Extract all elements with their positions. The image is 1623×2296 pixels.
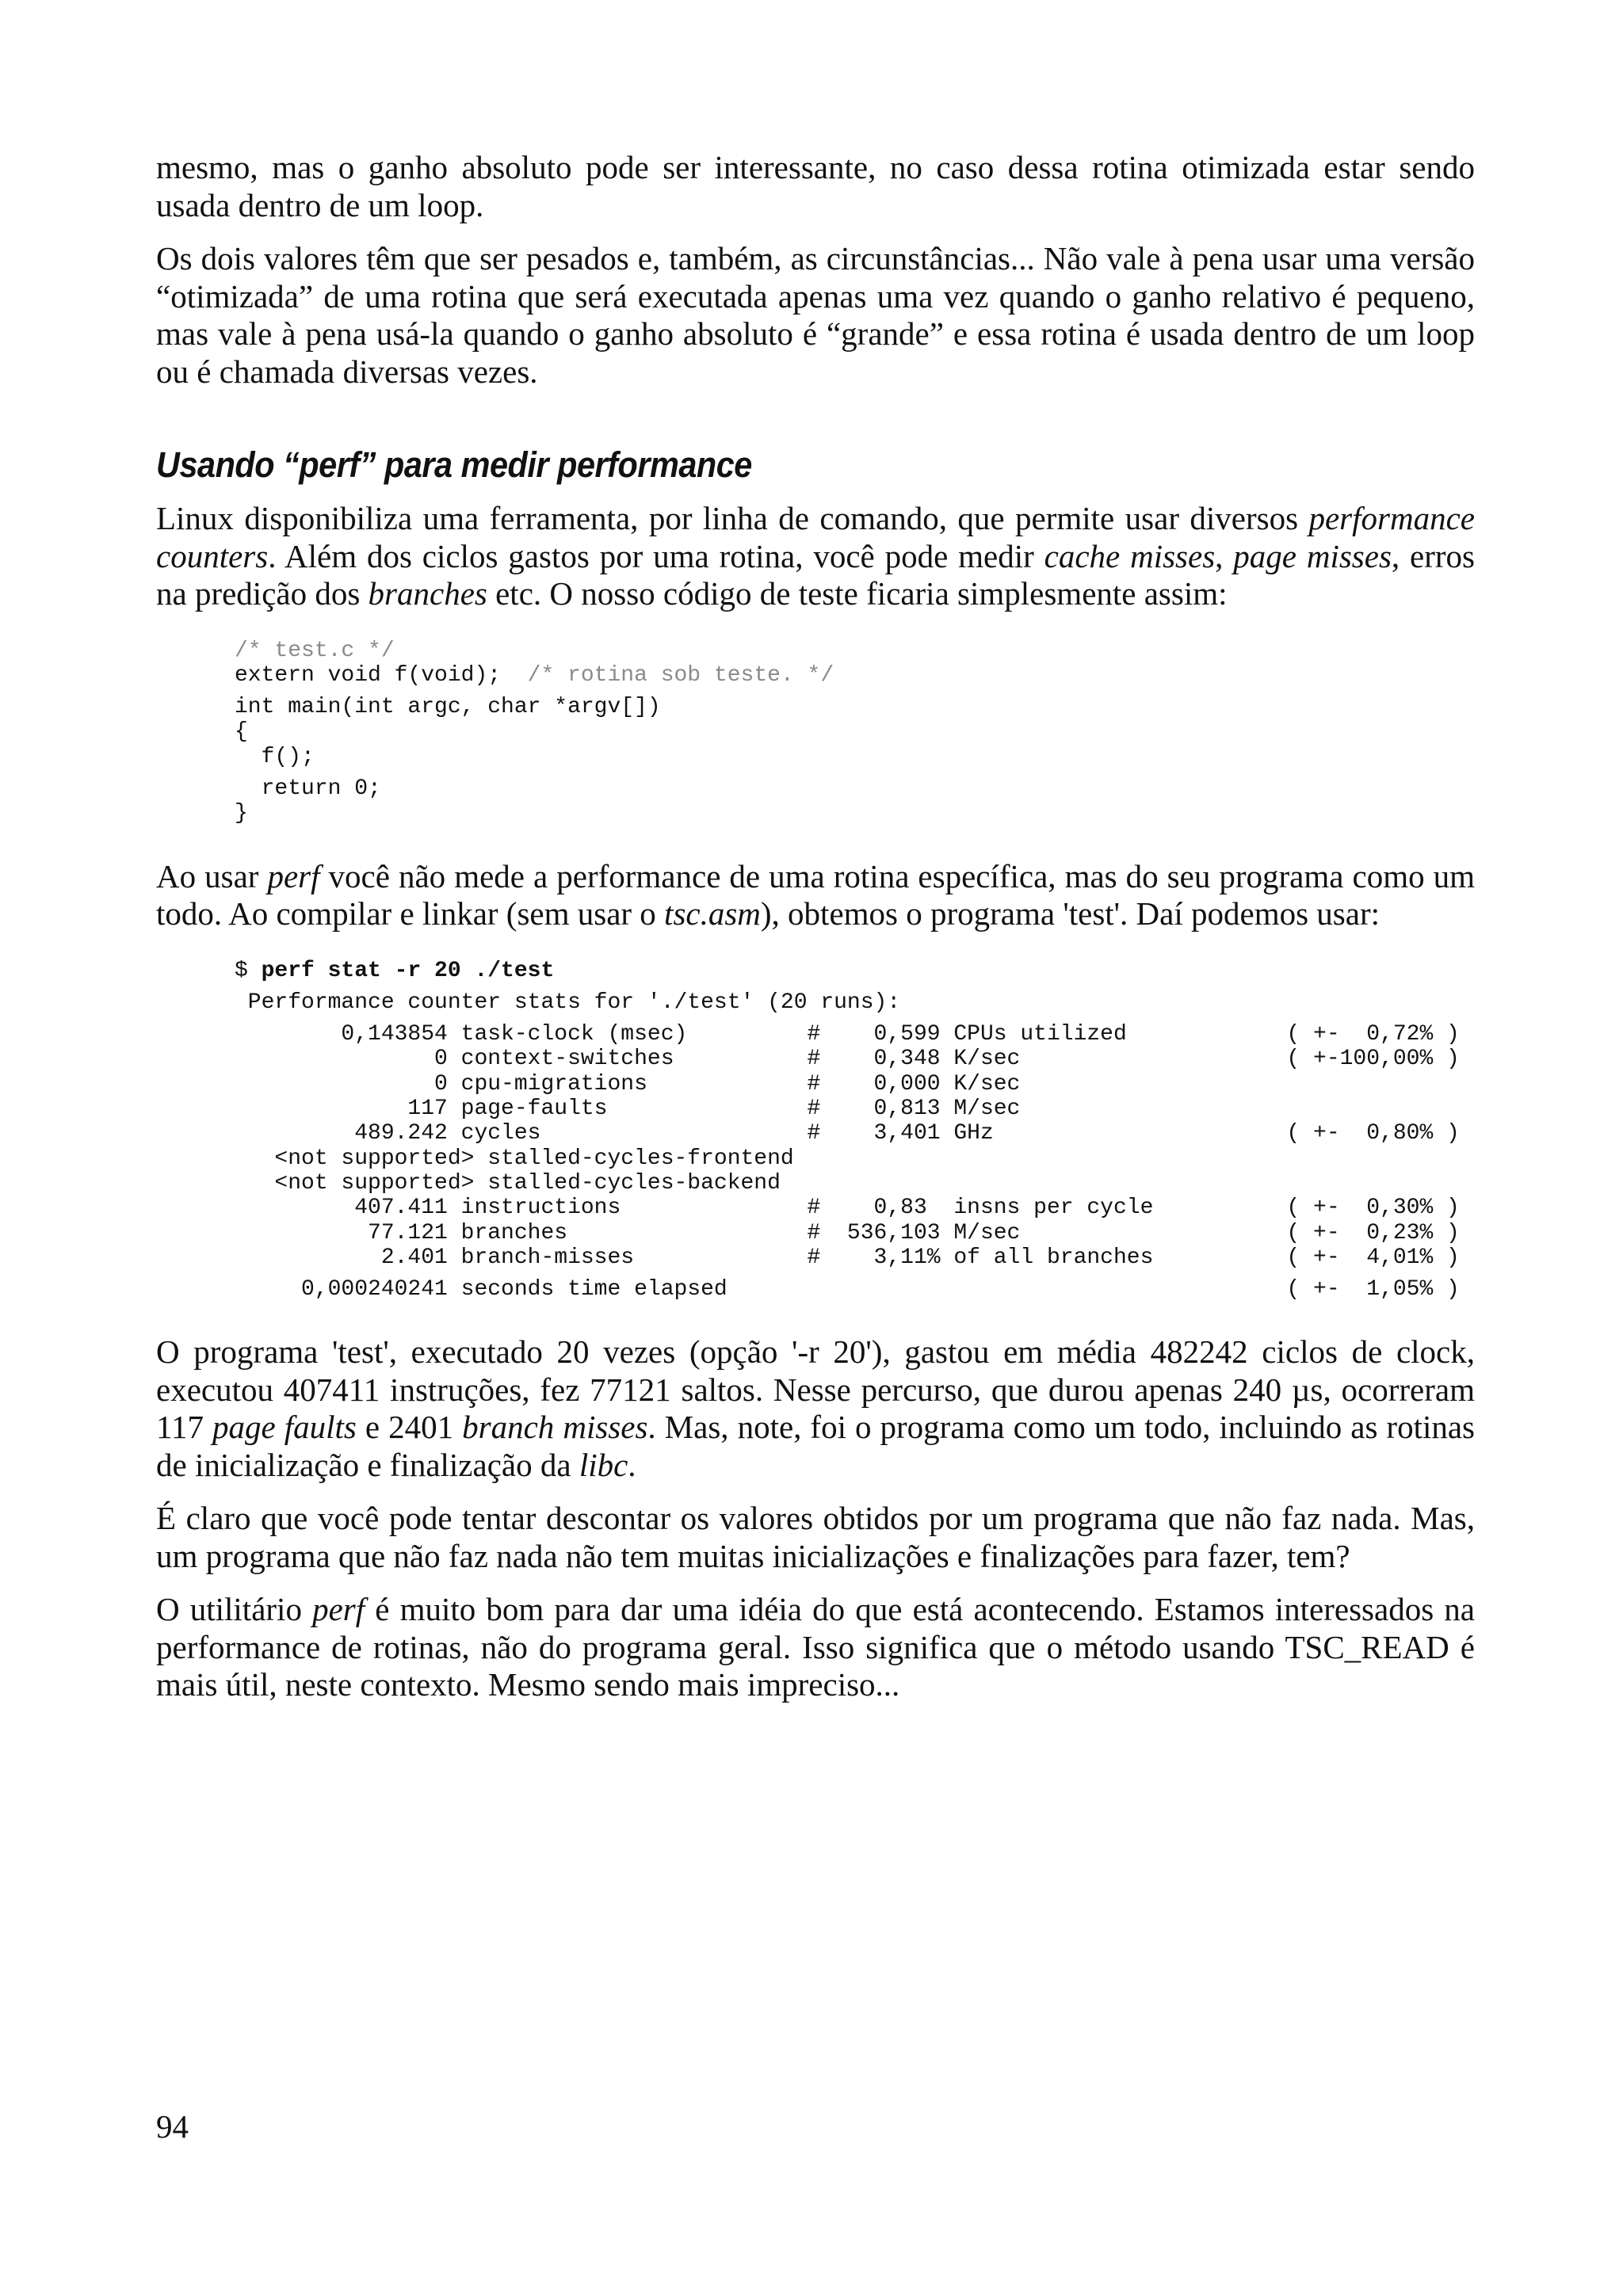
stat-line: <not supported> stalled-cycles-backend [235,1170,781,1196]
code-line: extern void f(void); [235,662,528,688]
code-listing [235,639,1475,826]
paragraph-intro: Linux disponibiliza uma ferramenta, por linha de comando, que permite usar diversos performance counters. Além dos ciclos gastos por uma rotina, você pode medir cache misses, page misses, erros na predição dos branches etc. O nosso código de teste ficaria simplesmente assim: [156,500,1475,612]
paragraph-results: O programa 'test', executado 20 vezes (opção '-r 20'), gastou em média 482242 ciclos de clock, executou 407411 instruções, fez 77121 saltos. Nesse percurso, que durou apenas 240 µs, ocorreram 117 page faults e 2401 branch misses. Mas, note, foi o programa como um todo, incluindo as rotinas de inicialização e finalização da libc. [156,1333,1476,1483]
stat-line: 77.121 branches # 536,103 M/sec ( +- 0,23% ) [235,1220,1460,1245]
code-comment: /* rotina sob teste. */ [527,662,834,688]
paragraph-weights: Os dois valores têm que ser pesados e, também, as circunstâncias... Não vale à pena usar uma versão “otimizada” de uma rotina que será executada apenas uma vez quando o ganho relativo é pequeno, mas vale à pena usá-la quando o ganho absoluto é “grande” e essa rotina é usada dentro de um loop ou é chamada diversas vezes. [156,240,1475,390]
terminal-header: Performance counter stats for './test' (20 runs): [235,990,901,1015]
stat-line: 0,143854 task-clock (msec) # 0,599 CPUs utilized ( +- 0,72% ) [235,1022,1460,1047]
code-line: f(); [235,744,315,769]
code-comment: /* test.c */ [235,638,395,663]
page-number: 94 [156,2108,189,2145]
stat-line: 2.401 branch-misses # 3,11% of all branches ( +- 4,01% ) [235,1245,1460,1270]
section-heading: Usando “perf” para medir performance [156,444,752,485]
terminal-output [235,959,1475,1302]
stat-line: 489.242 cycles # 3,401 GHz ( +- 0,80% ) [235,1121,1460,1146]
stat-line: 407.411 instructions # 0,83 insns per cycle ( +- 0,30% ) [235,1196,1460,1221]
code-line: { [235,719,248,745]
page-content [156,149,1475,1720]
stat-line: <not supported> stalled-cycles-frontend [235,1146,794,1171]
paragraph-discount: É claro que você pode tentar descontar os valores obtidos por um programa que não faz nada. Mas, um programa que não faz nada não tem muitas inicializações e finalizações para fazer, tem? [156,1500,1475,1574]
stat-line: 117 page-faults # 0,813 M/sec [235,1097,1021,1122]
elapsed-line: 0,000240241 seconds time elapsed ( +- 1,05% ) [235,1277,1460,1302]
code-line: int main(int argc, char *argv[]) [235,695,661,720]
paragraph-perf-usage: Ao usar perf você não mede a performance de uma rotina específica, mas do seu programa como um todo. Ao compilar e linkar (sem usar o tsc.asm), obtemos o programa 'test'. Daí podemos usar: [156,857,1475,933]
code-line: } [235,801,248,826]
paragraph-continuation: mesmo, mas o ganho absoluto pode ser interessante, no caso dessa rotina otimizada estar sendo usada dentro de um loop. [156,149,1475,223]
stat-line: 0 context-switches # 0,348 K/sec ( +-100,00% ) [235,1047,1460,1072]
stat-line: 0 cpu-migrations # 0,000 K/sec [235,1071,1021,1097]
code-line: return 0; [235,776,381,801]
paragraph-conclusion: O utilitário perf é muito bom para dar uma idéia do que está acontecendo. Estamos interessados na performance de rotinas, não do programa geral. Isso significa que o método usando TSC_READ é mais útil, neste contexto. Mesmo sendo mais impreciso... [156,1591,1475,1703]
terminal-command-line: $ perf stat -r 20 ./test [235,958,555,983]
